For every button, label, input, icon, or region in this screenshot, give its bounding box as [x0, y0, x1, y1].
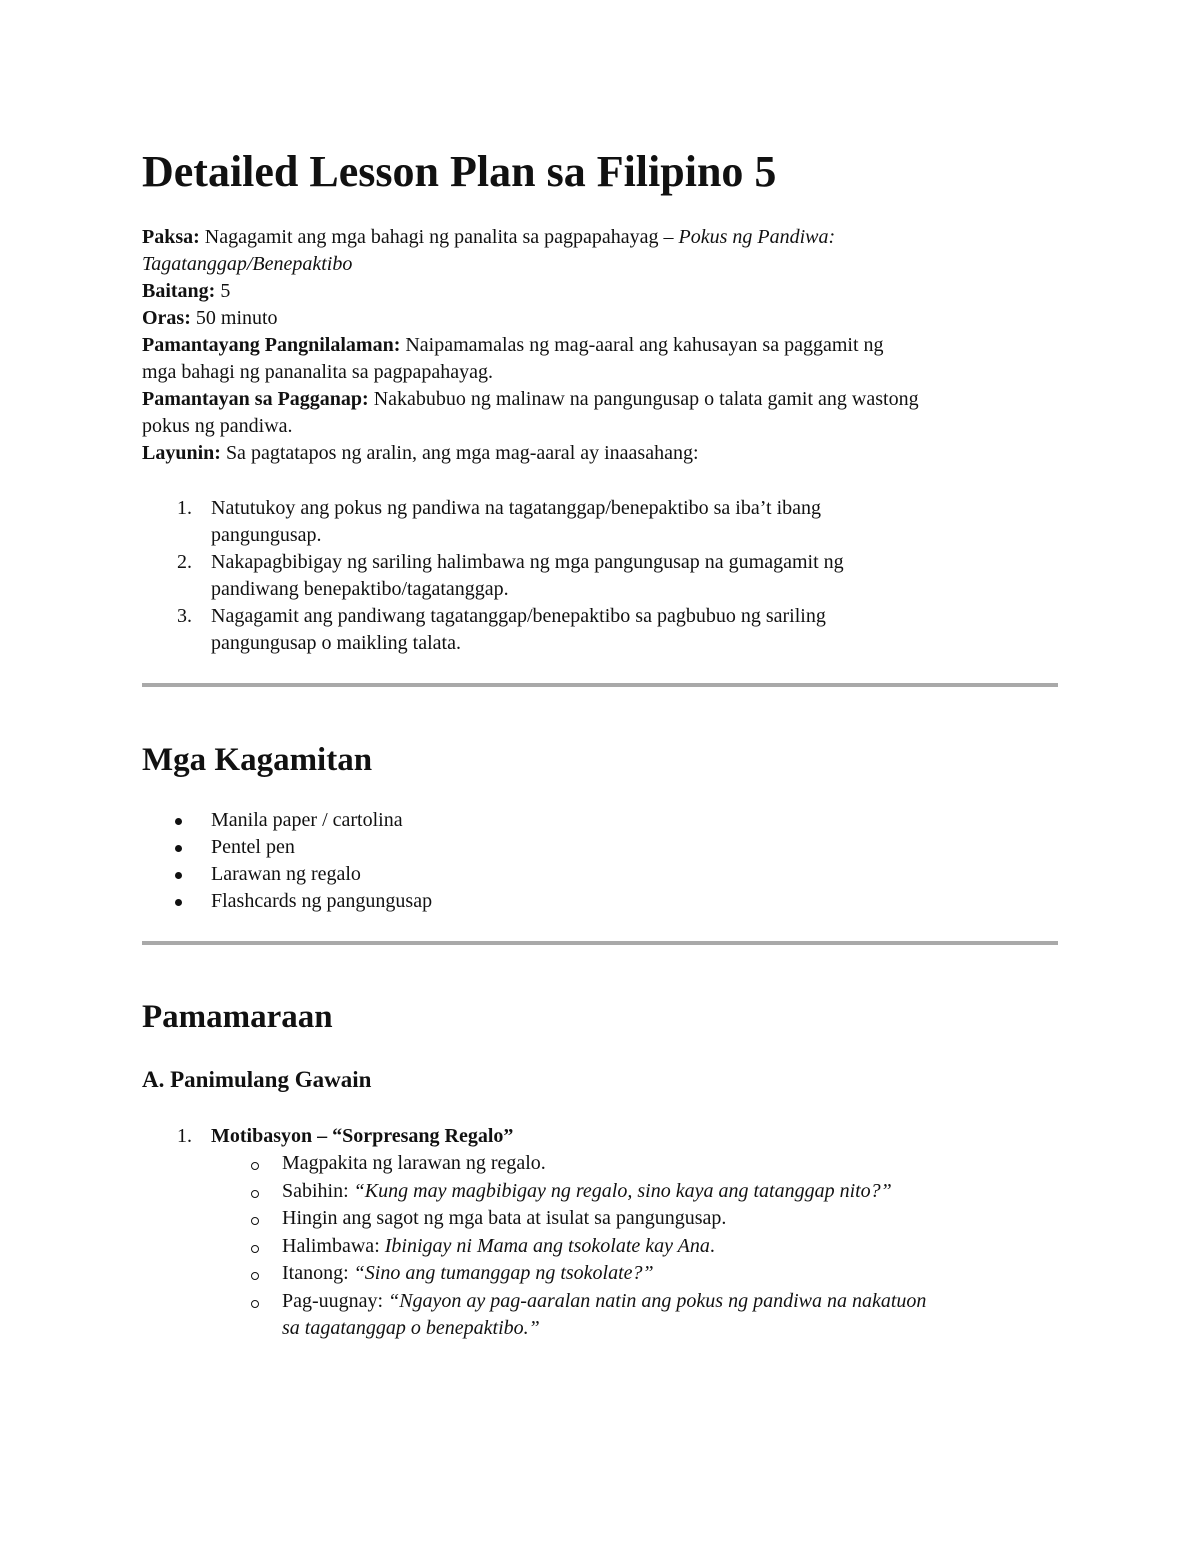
list-item-text: Manila paper / cartolina	[211, 809, 403, 831]
sublist-italic-2: sa tagatanggap o benepaktibo.”	[282, 1317, 540, 1339]
bullet-icon	[175, 872, 182, 879]
list-item	[142, 603, 1058, 657]
lesson-meta	[142, 224, 1058, 467]
circle-bullet-icon	[251, 1272, 259, 1280]
sublist-label: Itanong:	[282, 1262, 354, 1284]
sublist-label: Pag-uugnay:	[282, 1289, 389, 1312]
bullet-icon	[175, 818, 182, 825]
list-item	[142, 861, 432, 888]
paksa-line-2	[142, 251, 1058, 278]
sublist-label: Sabihin:	[282, 1179, 354, 1202]
sublist-italic: Ibinigay ni Mama ang tsokolate kay Ana	[384, 1234, 710, 1257]
circle-bullet-icon	[251, 1162, 259, 1170]
steps-list	[142, 1123, 1058, 1343]
list-item	[142, 495, 1058, 549]
pagganap-text-1: Nakabubuo ng malinaw na pangungusap o talata gamit ang wastong	[368, 388, 919, 410]
sublist-text: Hingin ang sagot ng mga bata at isulat sa pangungusap.	[282, 1207, 727, 1229]
paksa-italic-2: Tagatanggap/Benepaktibo	[142, 253, 353, 275]
baitang-value: 5	[215, 280, 231, 302]
page-title: Detailed Lesson Plan sa Filipino 5	[142, 147, 777, 196]
sublist-item	[211, 1260, 1058, 1288]
sublist-item	[211, 1233, 1058, 1261]
pangnilalaman-line-2: mga bahagi ng pananalita sa pagpapahayag.	[142, 361, 493, 383]
pagganap-line	[142, 386, 1058, 413]
paksa-label: Paksa:	[142, 226, 200, 248]
bullet-icon	[175, 845, 182, 852]
layunin-line	[142, 440, 1058, 467]
list-item-line-1: Natutukoy ang pokus ng pandiwa na tagatanggap/benepaktibo sa iba’t ibang	[211, 497, 822, 519]
bullet-icon	[175, 899, 182, 906]
sublist-text: Magpakita ng larawan ng regalo.	[282, 1152, 546, 1174]
pagganap-label: Pamantayan sa Pagganap:	[142, 388, 369, 410]
objectives-list	[142, 495, 1058, 657]
pamamaraan-heading: Pamamaraan	[142, 999, 333, 1035]
list-item	[142, 549, 1058, 603]
sublist-italic: “Ngayon ay pag-aaralan natin ang pokus ng pandiwa na nakatuon	[388, 1289, 927, 1312]
list-item-text: Flashcards ng pangungusap	[211, 890, 433, 912]
sublist-label: Halimbawa:	[282, 1234, 385, 1257]
oras-value: 50 minuto	[190, 307, 278, 329]
circle-bullet-icon	[251, 1245, 259, 1253]
sublist-italic: “Sino ang tumanggap ng tsokolate?”	[353, 1262, 654, 1284]
layunin-text: Sa pagtatapos ng aralin, ang mga mag-aaral ay inaasahang:	[220, 442, 699, 464]
pagganap-line-2: pokus ng pandiwa.	[142, 415, 293, 437]
circle-bullet-icon	[251, 1300, 259, 1308]
list-item-text: Pentel pen	[211, 836, 295, 858]
baitang-label: Baitang:	[142, 280, 216, 302]
list-item	[142, 807, 432, 834]
list-item	[142, 888, 432, 915]
list-item-text: Larawan ng regalo	[211, 863, 361, 885]
sublist-item	[211, 1150, 1058, 1178]
list-number: 2.	[177, 551, 192, 573]
sublist-item	[211, 1205, 1058, 1233]
oras-label: Oras:	[142, 307, 191, 329]
pangnilalaman-text-1: Naipamamalas ng mag-aaral ang kahusayan sa paggamit ng	[400, 334, 884, 356]
horizontal-divider	[142, 941, 1058, 945]
sublist-end: .	[709, 1234, 715, 1257]
pangnilalaman-label: Pamantayang Pangnilalaman:	[142, 334, 401, 356]
list-item-line-2: pangungusap o maikling talata.	[211, 632, 461, 654]
list-item-line-2: pandiwang benepaktibo/tagatanggap.	[211, 578, 509, 600]
paksa-line	[142, 224, 1058, 251]
kagamitan-list	[142, 807, 432, 915]
circle-bullet-icon	[251, 1190, 259, 1198]
list-item-line-2: pangungusap.	[211, 524, 322, 546]
horizontal-divider	[142, 683, 1058, 687]
sublist-item	[211, 1288, 1058, 1343]
list-item	[142, 1123, 1058, 1343]
list-item	[142, 834, 432, 861]
list-number: 3.	[177, 605, 192, 627]
paksa-italic-1: Pokus ng Pandiwa:	[678, 226, 836, 248]
list-item-line-1: Nagagamit ang pandiwang tagatanggap/benepaktibo sa pagbubuo ng sariling	[211, 605, 826, 627]
paksa-text: Nagagamit ang mga bahagi ng panalita sa pagpapahayag –	[199, 226, 679, 248]
list-number: 1.	[177, 497, 192, 519]
step-title: Motibasyon – “Sorpresang Regalo”	[211, 1125, 514, 1147]
sublist-item	[211, 1178, 1058, 1206]
section-a-heading: A. Panimulang Gawain	[142, 1067, 372, 1092]
baitang-line	[142, 278, 1058, 305]
layunin-label: Layunin:	[142, 442, 221, 464]
pangnilalaman-line	[142, 332, 1058, 359]
kagamitan-heading: Mga Kagamitan	[142, 742, 373, 778]
sublist-italic: “Kung may magbibigay ng regalo, sino kaya ang tatanggap nito?”	[353, 1179, 892, 1202]
list-item-line-1: Nakapagbibigay ng sariling halimbawa ng mga pangungusap na gumagamit ng	[211, 551, 844, 573]
list-number: 1.	[177, 1125, 192, 1147]
oras-line	[142, 305, 1058, 332]
step-sublist	[211, 1150, 1058, 1343]
circle-bullet-icon	[251, 1217, 259, 1225]
